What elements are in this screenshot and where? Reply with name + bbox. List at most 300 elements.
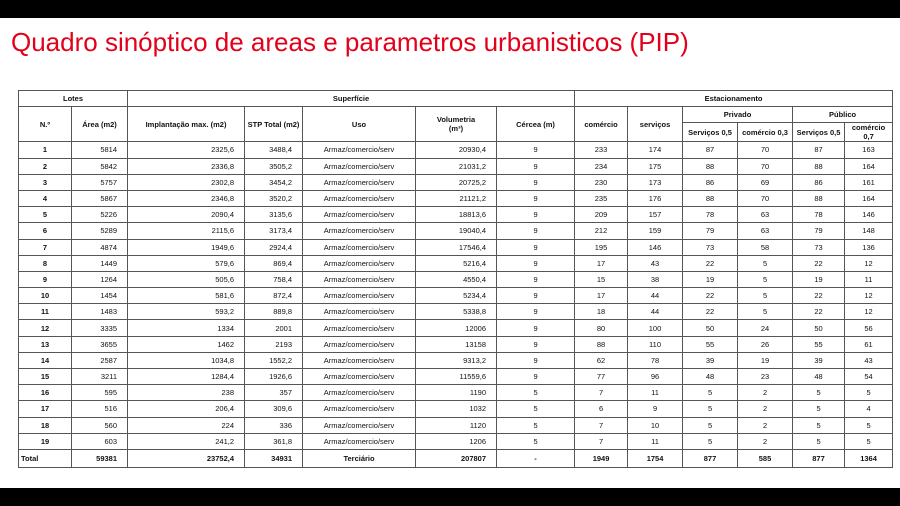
table-cell: 5 [683, 385, 738, 401]
table-cell: 2 [738, 401, 793, 417]
table-cell: 19 [19, 433, 72, 449]
table-cell: 1 [19, 142, 72, 158]
table-cell: 6 [19, 223, 72, 239]
table-cell: Armaz/comercio/serv [303, 288, 416, 304]
table-row [19, 401, 893, 417]
total-cell: 1754 [628, 449, 683, 467]
table-cell: 44 [628, 288, 683, 304]
table-cell: 26 [738, 336, 793, 352]
table-row [19, 385, 893, 401]
table-cell: 1483 [72, 304, 128, 320]
table-cell: 1462 [128, 336, 245, 352]
table-cell: 5 [845, 385, 893, 401]
table-cell: 163 [845, 142, 893, 158]
table-cell: 19 [683, 271, 738, 287]
table-cell: 5 [683, 417, 738, 433]
table-cell: 357 [245, 385, 303, 401]
table-cell: 87 [683, 142, 738, 158]
table-row [19, 288, 893, 304]
table-cell: 174 [628, 142, 683, 158]
table-cell: 235 [575, 190, 628, 206]
table-cell: 87 [793, 142, 845, 158]
table-cell: 1284,4 [128, 369, 245, 385]
header-num: N.º [19, 107, 72, 142]
table-cell: 1334 [128, 320, 245, 336]
table-cell: 9 [497, 336, 575, 352]
table-cell: 19040,4 [416, 223, 497, 239]
table-cell: 8 [19, 255, 72, 271]
table-cell: 9 [497, 158, 575, 174]
table-cell: 96 [628, 369, 683, 385]
table-cell: 5234,4 [416, 288, 497, 304]
table-cell: 2 [19, 158, 72, 174]
table-cell: 157 [628, 207, 683, 223]
table-cell: 63 [738, 207, 793, 223]
table-cell: 505,6 [128, 271, 245, 287]
table-cell: 2302,8 [128, 174, 245, 190]
table-cell: 48 [793, 369, 845, 385]
table-cell: 61 [845, 336, 893, 352]
table-cell: 17 [19, 401, 72, 417]
table-cell: 5226 [72, 207, 128, 223]
table-row [19, 174, 893, 190]
table-cell: 5 [497, 433, 575, 449]
table-cell: 55 [793, 336, 845, 352]
parameters-table [18, 90, 893, 468]
table-cell: Armaz/comercio/serv [303, 207, 416, 223]
total-cell: 877 [793, 449, 845, 467]
table-cell: 86 [793, 174, 845, 190]
table-cell: 241,2 [128, 433, 245, 449]
table-cell: 2325,6 [128, 142, 245, 158]
table-cell: 3488,4 [245, 142, 303, 158]
table-cell: Armaz/comercio/serv [303, 271, 416, 287]
table-cell: 164 [845, 190, 893, 206]
table-cell: Armaz/comercio/serv [303, 336, 416, 352]
table-row [19, 352, 893, 368]
table-row [19, 255, 893, 271]
table-cell: 22 [683, 255, 738, 271]
table-cell: 20725,2 [416, 174, 497, 190]
table-cell: Armaz/comercio/serv [303, 142, 416, 158]
table-cell: 78 [683, 207, 738, 223]
header-cercea: Cércea (m) [497, 107, 575, 142]
total-cell: 1364 [845, 449, 893, 467]
table-cell: 5757 [72, 174, 128, 190]
table-cell: 23 [738, 369, 793, 385]
table-cell: 5 [845, 417, 893, 433]
table-cell: 136 [845, 239, 893, 255]
table-cell: 48 [683, 369, 738, 385]
table-cell: 9 [497, 207, 575, 223]
table-cell: 100 [628, 320, 683, 336]
table-cell: 7 [575, 417, 628, 433]
table-cell: 148 [845, 223, 893, 239]
table-cell: 2587 [72, 352, 128, 368]
table-cell: 361,8 [245, 433, 303, 449]
table-cell: 175 [628, 158, 683, 174]
table-row [19, 433, 893, 449]
table-cell: 161 [845, 174, 893, 190]
table-cell: 593,2 [128, 304, 245, 320]
table-row [19, 239, 893, 255]
table-cell: 1190 [416, 385, 497, 401]
table-cell: 238 [128, 385, 245, 401]
table-cell: 50 [683, 320, 738, 336]
table-cell: 22 [793, 304, 845, 320]
table-cell: 234 [575, 158, 628, 174]
table-row [19, 417, 893, 433]
table-cell: 19 [793, 271, 845, 287]
table-cell: 3135,6 [245, 207, 303, 223]
table-cell: 79 [793, 223, 845, 239]
total-cell: Terciário [303, 449, 416, 467]
table-cell: Armaz/comercio/serv [303, 352, 416, 368]
table-cell: 2193 [245, 336, 303, 352]
table-cell: 15 [575, 271, 628, 287]
table-cell: 22 [683, 304, 738, 320]
table-cell: Armaz/comercio/serv [303, 304, 416, 320]
table-cell: 78 [793, 207, 845, 223]
table-cell: 1949,6 [128, 239, 245, 255]
table-cell: 9 [497, 288, 575, 304]
table-cell: 88 [793, 190, 845, 206]
table-cell: 54 [845, 369, 893, 385]
table-cell: 4550,4 [416, 271, 497, 287]
table-cell: 3505,2 [245, 158, 303, 174]
table-cell: 12006 [416, 320, 497, 336]
table-cell: 1454 [72, 288, 128, 304]
table-cell: 58 [738, 239, 793, 255]
table-cell: 4 [845, 401, 893, 417]
header-pub-comercio: comércio 0,7 [845, 123, 893, 142]
table-cell: 5867 [72, 190, 128, 206]
table-cell: 17 [575, 255, 628, 271]
header-privado: Privado [683, 107, 793, 123]
table-cell: 9 [497, 352, 575, 368]
total-cell: Total [19, 449, 72, 467]
table-cell: 3454,2 [245, 174, 303, 190]
table-cell: 146 [845, 207, 893, 223]
table-cell: 88 [683, 190, 738, 206]
header-implantacao: Implantação max. (m2) [128, 107, 245, 142]
table-cell: 11 [845, 271, 893, 287]
total-cell: 59381 [72, 449, 128, 467]
table-cell: 869,4 [245, 255, 303, 271]
table-cell: 86 [683, 174, 738, 190]
table-cell: 2090,4 [128, 207, 245, 223]
table-cell: 5 [793, 433, 845, 449]
table-cell: 24 [738, 320, 793, 336]
table-cell: 206,4 [128, 401, 245, 417]
table-cell: 3211 [72, 369, 128, 385]
table-cell: 2924,4 [245, 239, 303, 255]
table-cell: 3 [19, 174, 72, 190]
table-cell: 18813,6 [416, 207, 497, 223]
table-row [19, 271, 893, 287]
table-cell: 9 [497, 223, 575, 239]
header-uso: Uso [303, 107, 416, 142]
total-cell: 1949 [575, 449, 628, 467]
table-cell: 146 [628, 239, 683, 255]
table-cell: 7 [19, 239, 72, 255]
table-cell: 336 [245, 417, 303, 433]
table-cell: 9313,2 [416, 352, 497, 368]
table-cell: 14 [19, 352, 72, 368]
table-cell: 1034,8 [128, 352, 245, 368]
table-cell: 1206 [416, 433, 497, 449]
table-cell: 38 [628, 271, 683, 287]
header-volumetria: Volumetria (m³) [416, 107, 497, 142]
header-lotes: Lotes [19, 91, 128, 107]
table-cell: 5842 [72, 158, 128, 174]
table-cell: 758,4 [245, 271, 303, 287]
table-cell: 9 [497, 255, 575, 271]
table-row [19, 304, 893, 320]
table-cell: 233 [575, 142, 628, 158]
table-cell: 9 [497, 190, 575, 206]
table-cell: 9 [628, 401, 683, 417]
table-cell: 20930,4 [416, 142, 497, 158]
table-cell: 889,8 [245, 304, 303, 320]
table-cell: 7 [575, 385, 628, 401]
table-cell: 70 [738, 158, 793, 174]
table-cell: 195 [575, 239, 628, 255]
table-cell: Armaz/comercio/serv [303, 417, 416, 433]
table-cell: 5 [738, 288, 793, 304]
table-cell: 73 [683, 239, 738, 255]
table-cell: 80 [575, 320, 628, 336]
table-cell: 22 [683, 288, 738, 304]
table-cell: 5289 [72, 223, 128, 239]
table-cell: 5338,8 [416, 304, 497, 320]
table-cell: 5 [683, 433, 738, 449]
table-cell: 9 [497, 304, 575, 320]
table-cell: 50 [793, 320, 845, 336]
table-cell: 13 [19, 336, 72, 352]
table-cell: 2346,8 [128, 190, 245, 206]
table-cell: 11 [628, 385, 683, 401]
table-cell: 88 [793, 158, 845, 174]
table-cell: 12 [845, 255, 893, 271]
table-cell: 581,6 [128, 288, 245, 304]
table-cell: Armaz/comercio/serv [303, 320, 416, 336]
table-cell: Armaz/comercio/serv [303, 255, 416, 271]
table-cell: 3655 [72, 336, 128, 352]
header-comercio: comércio [575, 107, 628, 142]
table-cell: 1926,6 [245, 369, 303, 385]
table-cell: 2001 [245, 320, 303, 336]
table-cell: 5 [497, 417, 575, 433]
table-cell: 516 [72, 401, 128, 417]
table-cell: 9 [19, 271, 72, 287]
table-cell: 39 [683, 352, 738, 368]
table-cell: Armaz/comercio/serv [303, 369, 416, 385]
table-cell: 18 [19, 417, 72, 433]
table-cell: Armaz/comercio/serv [303, 239, 416, 255]
table-cell: 5 [738, 304, 793, 320]
table-cell: 39 [793, 352, 845, 368]
header-superficie: Superfície [128, 91, 575, 107]
table-cell: 5 [19, 207, 72, 223]
header-publico: Público [793, 107, 893, 123]
table-cell: 70 [738, 142, 793, 158]
table-cell: 69 [738, 174, 793, 190]
total-cell: 585 [738, 449, 793, 467]
table-cell: 5 [738, 271, 793, 287]
table-cell: 2 [738, 417, 793, 433]
table-cell: 88 [575, 336, 628, 352]
table-row [19, 158, 893, 174]
table-cell: 5 [793, 401, 845, 417]
table-cell: 209 [575, 207, 628, 223]
table-cell: 12 [845, 288, 893, 304]
table-row [19, 207, 893, 223]
table-cell: 3520,2 [245, 190, 303, 206]
table-cell: 1264 [72, 271, 128, 287]
table-cell: 78 [628, 352, 683, 368]
table-cell: 5 [683, 401, 738, 417]
header-area: Área (m2) [72, 107, 128, 142]
slide [0, 18, 900, 488]
table-row [19, 142, 893, 158]
table-cell: 164 [845, 158, 893, 174]
total-cell: 207807 [416, 449, 497, 467]
table-body [19, 142, 893, 450]
table-row [19, 336, 893, 352]
total-row [19, 449, 893, 467]
table-cell: 16 [19, 385, 72, 401]
table-cell: 17546,4 [416, 239, 497, 255]
header-servicos: serviços [628, 107, 683, 142]
table-cell: 7 [575, 433, 628, 449]
table-row [19, 320, 893, 336]
table-cell: 18 [575, 304, 628, 320]
table-cell: 176 [628, 190, 683, 206]
table-cell: 9 [497, 239, 575, 255]
table-cell: 230 [575, 174, 628, 190]
table-cell: 2336,8 [128, 158, 245, 174]
table-cell: 12 [19, 320, 72, 336]
table-cell: 9 [497, 271, 575, 287]
table-cell: 56 [845, 320, 893, 336]
page-title: Quadro sinóptico de areas e parametros urbanisticos (PIP) [11, 27, 689, 57]
table-cell: 77 [575, 369, 628, 385]
table-cell: Armaz/comercio/serv [303, 158, 416, 174]
table-cell: 173 [628, 174, 683, 190]
header-priv-comercio: comércio 0,3 [738, 123, 793, 142]
table-cell: 11 [19, 304, 72, 320]
table-cell: 9 [497, 174, 575, 190]
table-cell: 43 [845, 352, 893, 368]
table-cell: 21121,2 [416, 190, 497, 206]
table-cell: 595 [72, 385, 128, 401]
table-cell: 1449 [72, 255, 128, 271]
table-row [19, 223, 893, 239]
table-cell: 55 [683, 336, 738, 352]
table-cell: 2 [738, 433, 793, 449]
total-cell: 23752,4 [128, 449, 245, 467]
table-cell: 11559,6 [416, 369, 497, 385]
table-cell: 3335 [72, 320, 128, 336]
table-cell: 10 [628, 417, 683, 433]
table-cell: 62 [575, 352, 628, 368]
table-cell: Armaz/comercio/serv [303, 385, 416, 401]
table-cell: Armaz/comercio/serv [303, 174, 416, 190]
table-cell: 1120 [416, 417, 497, 433]
table-cell: 43 [628, 255, 683, 271]
table-cell: 4874 [72, 239, 128, 255]
table-cell: Armaz/comercio/serv [303, 190, 416, 206]
table-cell: 579,6 [128, 255, 245, 271]
table-cell: 9 [497, 369, 575, 385]
table-cell: 872,4 [245, 288, 303, 304]
table-cell: Armaz/comercio/serv [303, 223, 416, 239]
table-cell: 6 [575, 401, 628, 417]
table-cell: 22 [793, 255, 845, 271]
table-cell: 79 [683, 223, 738, 239]
header-priv-servicos: Serviços 0,5 [683, 123, 738, 142]
table-cell: 63 [738, 223, 793, 239]
table-cell: 17 [575, 288, 628, 304]
table-cell: 88 [683, 158, 738, 174]
table-cell: 1552,2 [245, 352, 303, 368]
table-cell: Armaz/comercio/serv [303, 433, 416, 449]
table-cell: 11 [628, 433, 683, 449]
table-cell: 9 [497, 320, 575, 336]
total-cell: 877 [683, 449, 738, 467]
table-cell: 5814 [72, 142, 128, 158]
table-cell: 2 [738, 385, 793, 401]
table-row [19, 369, 893, 385]
table-cell: 21031,2 [416, 158, 497, 174]
table-cell: 110 [628, 336, 683, 352]
header-pub-servicos: Serviços 0,5 [793, 123, 845, 142]
table-cell: Armaz/comercio/serv [303, 401, 416, 417]
table-cell: 5 [738, 255, 793, 271]
table-cell: 159 [628, 223, 683, 239]
table-cell: 5216,4 [416, 255, 497, 271]
table-cell: 10 [19, 288, 72, 304]
table-cell: 19 [738, 352, 793, 368]
total-cell: - [497, 449, 575, 467]
table-cell: 22 [793, 288, 845, 304]
table-cell: 13158 [416, 336, 497, 352]
table-cell: 5 [793, 417, 845, 433]
table-cell: 9 [497, 142, 575, 158]
table-cell: 5 [497, 401, 575, 417]
table-cell: 212 [575, 223, 628, 239]
table-cell: 73 [793, 239, 845, 255]
table-cell: 309,6 [245, 401, 303, 417]
table-row [19, 190, 893, 206]
table-cell: 5 [845, 433, 893, 449]
table-cell: 1032 [416, 401, 497, 417]
table-cell: 2115,6 [128, 223, 245, 239]
header-estacionamento: Estacionamento [575, 91, 893, 107]
table-cell: 70 [738, 190, 793, 206]
table-cell: 5 [497, 385, 575, 401]
total-cell: 34931 [245, 449, 303, 467]
header-stp: STP Total (m2) [245, 107, 303, 142]
table-cell: 12 [845, 304, 893, 320]
table-cell: 560 [72, 417, 128, 433]
table-cell: 4 [19, 190, 72, 206]
table-cell: 5 [793, 385, 845, 401]
table-cell: 15 [19, 369, 72, 385]
table-cell: 3173,4 [245, 223, 303, 239]
table-cell: 603 [72, 433, 128, 449]
